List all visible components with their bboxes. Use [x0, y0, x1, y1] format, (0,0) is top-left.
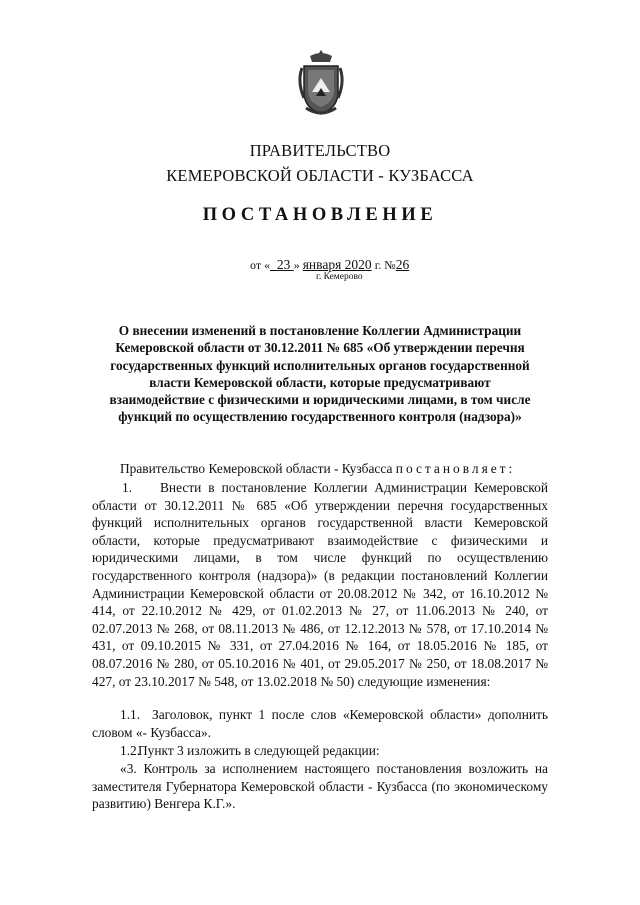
date-line	[250, 257, 409, 273]
number-prefix: №	[384, 258, 396, 272]
coat-of-arms-emblem	[296, 48, 346, 118]
intro-subject: Правительство Кемеровской области - Кузбасса	[120, 461, 393, 476]
org-name-line1: ПРАВИТЕЛЬСТВО	[249, 141, 391, 160]
intro-verb: постановляет:	[395, 461, 516, 476]
paragraph-1-1-number: 1.1.	[120, 707, 141, 722]
date-prefix: от «	[250, 258, 271, 272]
quoted-paragraph-3: «3. Контроль за исполнением настоящего постановления возложить на заместителя Губернатора Кемеровской области - Кузбасса (по экономическому развитию) Венгера К.Г.».	[92, 761, 548, 812]
paragraph-1-text: Внести в постановление Коллегии Администрации Кемеровской области от 30.12.2011 № 685 «Об утверждении перечня государственных функций исполнительных органов государственной власти Кемеровской области, которые предусматривают взаимодействие с физическими и юридическими лицами, в том числе функций по осуществлению государственного контроля (надзора)» (в редакции постановлений Коллегии Администрации Кемеровской области от 20.08.2012 № 342, от 16.10.2012 № 414, от 22.10.2012 № 429, от 01.02.2013 № 27, от 11.06.2013 № 240, от 02.07.2013 № 268, от 08.11.2013 № 486, от 12.12.2013 № 578, от 17.10.2014 № 431, от 09.10.2015 № 331, от 27.04.2016 № 164, от 18.05.2016 № 185, от 08.07.2016 № 280, от 05.10.2016 № 401, от 29.05.2017 № 250, от 18.08.2017 № 427, от 23.10.2017 № 548, от 13.02.2018 № 50) следующие изменения:	[92, 480, 548, 689]
paragraph-1-2-number: 1.2.	[120, 743, 141, 758]
date-month-year: января 2020	[302, 257, 372, 272]
org-name-line2: КЕМЕРОВСКОЙ ОБЛАСТИ - КУЗБАССА	[166, 166, 474, 185]
document-number: 26	[395, 257, 410, 272]
intro-paragraph	[120, 460, 560, 478]
date-day: 23	[276, 257, 291, 272]
paragraph-1-number: 1.	[122, 480, 133, 495]
date-mid: »	[293, 258, 300, 272]
paragraph-1-1-text: Заголовок, пункт 1 после слов «Кемеровской области» дополнить словом «- Кузбасса».	[92, 707, 548, 740]
year-suffix: г.	[374, 258, 382, 272]
city-label: г. Кемерово	[316, 272, 363, 282]
paragraph-1	[92, 479, 548, 690]
paragraph-1-2	[92, 742, 548, 760]
document-title: О внесении изменений в постановление Коллегии Администрации Кемеровской области от 30.12.2011 № 685 «Об утверждении перечня государственных функций исполнительных органов государственной власти Кемеровской области, которые предусматривают взаимодействие с физическими и юридическими лицами, в том числе функций по осуществлению государственного контроля (надзора)»	[109, 323, 531, 425]
paragraph-1-1	[92, 706, 548, 741]
paragraph-1-2-text: Пункт 3 изложить в следующей редакции:	[138, 743, 380, 758]
document-type: ПОСТАНОВЛЕНИЕ	[202, 205, 438, 225]
